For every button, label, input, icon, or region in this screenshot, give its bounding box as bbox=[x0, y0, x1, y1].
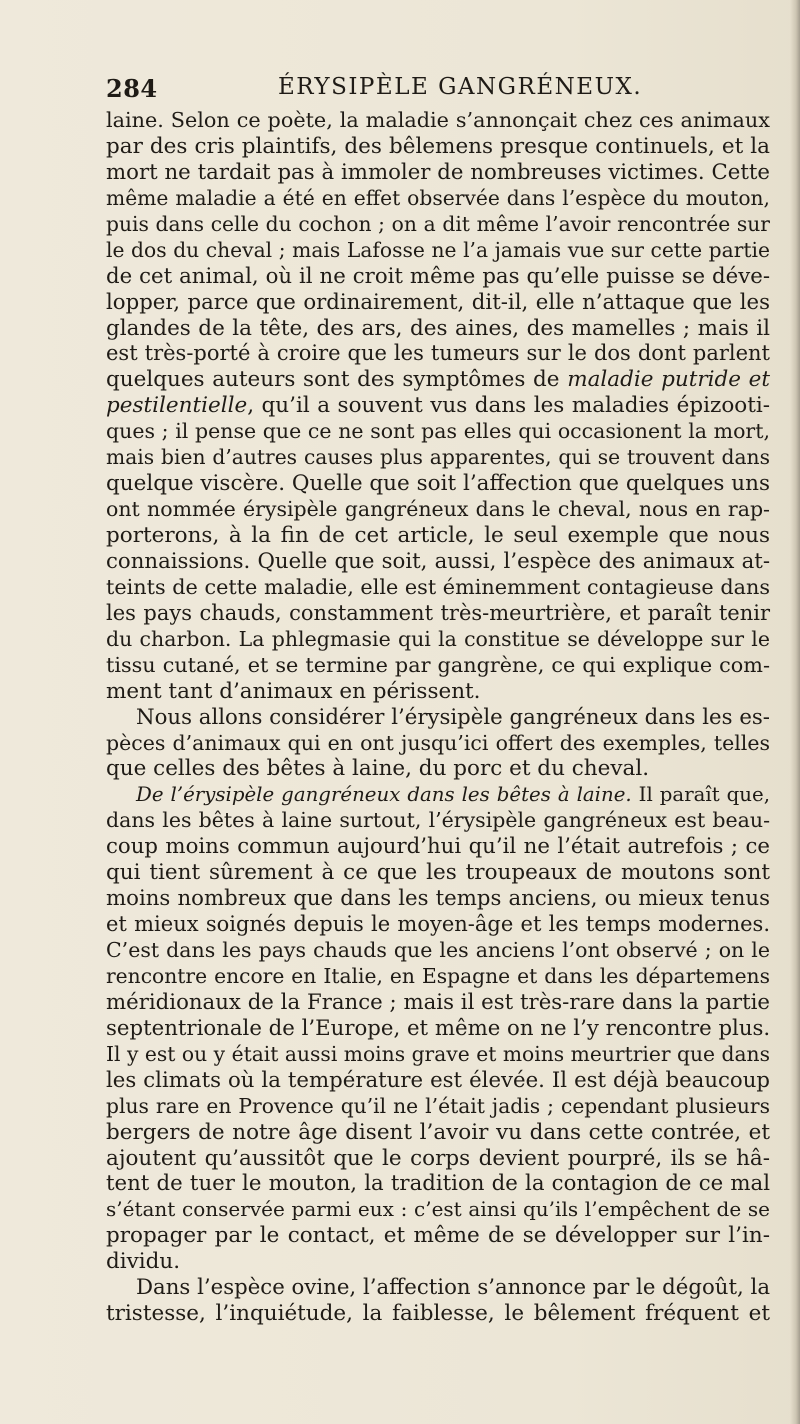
text-line: pèces d’animaux qui en ont jusqu’ici offert des exemples, telles bbox=[106, 730, 770, 755]
text-line: ajoutent qu’aussitôt que le corps devient pourpré, ils se hâ- bbox=[106, 1145, 770, 1171]
text-line: ment tant d’animaux en périssent. bbox=[106, 678, 481, 704]
text-line: propager par le contact, et même de se développer sur l’in- bbox=[106, 1223, 770, 1249]
body-text bbox=[106, 108, 770, 1327]
text-line: du charbon. La phlegmasie qui la constitue se développe sur le bbox=[106, 626, 770, 651]
text-line: porterons, à la fin de cet article, le seul exemple que nous bbox=[106, 523, 770, 548]
italic-text-run: De l’érysipèle gangréneux dans les bêtes à laine. bbox=[136, 783, 632, 807]
text-run: quelques auteurs sont des symptômes de bbox=[106, 367, 568, 393]
text-line: plus rare en Provence qu’il ne l’était jadis ; cependant plusieurs bbox=[106, 1093, 770, 1118]
text-line: quelque viscère. Quelle que soit l’affection que quelques uns bbox=[106, 471, 770, 497]
text-line: les pays chauds, constamment très-meurtrière, et paraît tenir bbox=[106, 600, 770, 625]
text-line: ques ; il pense que ce ne sont pas elles qui occasionent la mort, bbox=[106, 419, 770, 444]
text-line: tristesse, l’inquiétude, la faiblesse, le bêlement fréquent et bbox=[106, 1301, 770, 1327]
text-line: ont nommée érysipèle gangréneux dans le cheval, nous en rap- bbox=[106, 497, 770, 522]
text-line: C’est dans les pays chauds que les anciens l’ont observé ; on le bbox=[106, 938, 770, 962]
text-line: puis dans celle du cochon ; on a dit même l’avoir rencontrée sur bbox=[106, 211, 770, 236]
text-line: septentrionale de l’Europe, et même on ne l’y rencontre plus. bbox=[106, 1015, 771, 1041]
text-line: le dos du cheval ; mais Lafosse ne l’a jamais vue sur cette partie bbox=[106, 237, 770, 262]
text-line: de cet animal, où il ne croit même pas qu’elle puisse se déve- bbox=[106, 263, 770, 289]
text-line bbox=[106, 393, 770, 419]
text-line: même maladie a été en effet observée dans l’espèce du mouton, bbox=[106, 185, 770, 210]
text-line: moins nombreux que dans les temps anciens, ou mieux tenus bbox=[106, 886, 770, 912]
text-line: que celles des bêtes à laine, du porc et du cheval. bbox=[106, 756, 650, 782]
text-line: qui tient sûrement à ce que les troupeaux de moutons sont bbox=[106, 860, 770, 886]
text-line: mais bien d’autres causes plus apparentes, qui se trouvent dans bbox=[106, 445, 770, 470]
text-line: est très-porté à croire que les tumeurs sur le dos dont parlent bbox=[106, 341, 770, 366]
text-run: , qu’il a souvent vus dans les maladies épizooti- bbox=[247, 393, 770, 419]
text-line: mort ne tardait pas à immoler de nombreuses victimes. Cette bbox=[106, 159, 770, 185]
page-number: 284 bbox=[106, 74, 158, 103]
italic-text-run: maladie putride et bbox=[567, 367, 770, 393]
text-line bbox=[106, 782, 770, 808]
text-line: Nous allons considérer l’érysipèle gangréneux dans les es- bbox=[136, 704, 770, 730]
text-line: coup moins commun aujourd’hui qu’il ne l’était autrefois ; ce bbox=[106, 834, 770, 860]
text-line: s’étant conservée parmi eux : c’est ainsi qu’ils l’empêchent de se bbox=[106, 1197, 770, 1222]
italic-text-run: pestilentielle bbox=[106, 393, 248, 419]
text-line: dans les bêtes à laine surtout, l’érysipèle gangréneux est beau- bbox=[106, 808, 770, 833]
text-line: lopper, parce que ordinairement, dit-il, elle n’attaque que les bbox=[106, 289, 770, 315]
text-line: dividu. bbox=[106, 1249, 181, 1275]
text-line: méridionaux de la France ; mais il est très-rare dans la partie bbox=[106, 989, 770, 1015]
text-line: laine. Selon ce poète, la maladie s’annonçait chez ces animaux bbox=[106, 108, 770, 132]
text-line: bergers de notre âge disent l’avoir vu dans cette contrée, et bbox=[106, 1119, 770, 1145]
text-line: et mieux soignés depuis le moyen-âge et les temps modernes. bbox=[106, 912, 770, 937]
text-line: par des cris plaintifs, des bêlemens presque continuels, et la bbox=[106, 133, 770, 159]
page-header bbox=[106, 74, 770, 106]
text-line: tent de tuer le mouton, la tradition de la contagion de ce mal bbox=[106, 1171, 770, 1197]
text-line: les climats où la température est élevée. Il est déjà beaucoup bbox=[106, 1067, 770, 1093]
running-title: ÉRYSIPÈLE GANGRÉNEUX. bbox=[278, 74, 643, 100]
text-line: Dans l’espèce ovine, l’affection s’annonce par le dégoût, la bbox=[136, 1275, 770, 1301]
text-line bbox=[106, 367, 770, 393]
text-line: rencontre encore en Italie, en Espagne et dans les départemens bbox=[106, 963, 770, 988]
text-line: connaissions. Quelle que soit, aussi, l’espèce des animaux at- bbox=[106, 548, 770, 574]
text-run: Il paraît que, bbox=[631, 783, 770, 807]
page-edge-shadow bbox=[790, 0, 800, 1424]
text-line: teints de cette maladie, elle est éminemment contagieuse dans bbox=[106, 574, 770, 599]
text-line: tissu cutané, et se termine par gangrène, ce qui explique com- bbox=[106, 652, 770, 677]
text-line: glandes de la tête, des ars, des aines, des mamelles ; mais il bbox=[106, 315, 770, 341]
text-line: Il y est ou y était aussi moins grave et moins meurtrier que dans bbox=[106, 1041, 770, 1066]
